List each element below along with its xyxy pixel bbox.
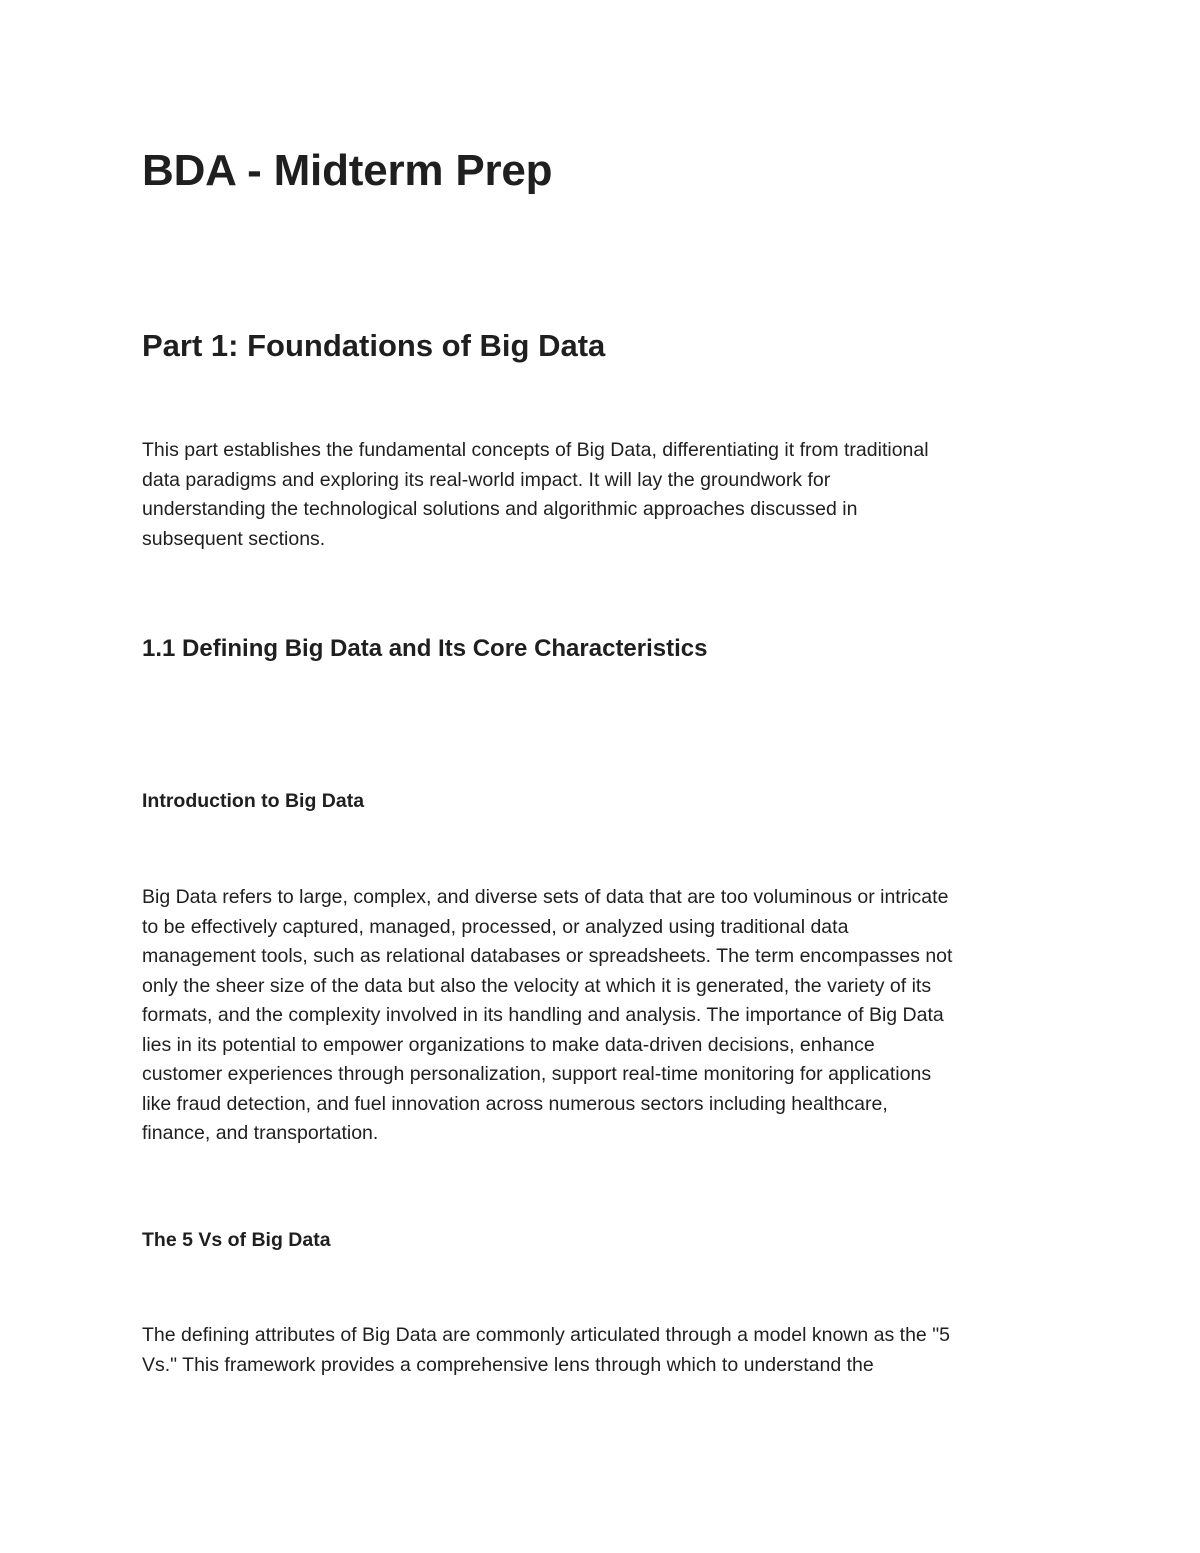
paragraph-line: only the sheer size of the data but also the velocity at which it is generated, the variety of its — [142, 974, 932, 997]
five-vs-paragraph — [142, 1321, 950, 1380]
part-1-heading: Part 1: Foundations of Big Data — [142, 328, 606, 363]
paragraph-line: management tools, such as relational databases or spreadsheets. The term encompasses not — [142, 945, 953, 967]
paragraph-line: understanding the technological solutions and algorithmic approaches discussed in — [142, 498, 858, 520]
paragraph-line: Vs." This framework provides a comprehensive lens through which to understand the — [142, 1353, 874, 1376]
paragraph-line: like fraud detection, and fuel innovation across numerous sectors including healthcare, — [142, 1092, 888, 1115]
paragraph-line: This part establishes the fundamental concepts of Big Data, differentiating it from traditional — [142, 439, 929, 461]
paragraph-line: data paradigms and exploring its real-world impact. It will lay the groundwork for — [142, 468, 831, 491]
paragraph-line: finance, and transportation. — [142, 1122, 379, 1144]
paragraph-line: The defining attributes of Big Data are commonly articulated through a model known as the "5 — [142, 1324, 950, 1346]
paragraph-line: subsequent sections. — [142, 527, 326, 550]
paragraph-line: customer experiences through personalization, support real-time monitoring for applications — [142, 1063, 932, 1085]
paragraph-line: formats, and the complexity involved in its handling and analysis. The importance of Big Data — [142, 1004, 944, 1026]
intro-to-big-data-heading: Introduction to Big Data — [142, 790, 365, 812]
paragraph-line: Big Data refers to large, complex, and diverse sets of data that are too voluminous or intricate — [142, 886, 949, 908]
document-title: BDA - Midterm Prep — [142, 146, 553, 195]
section-1-1-heading: 1.1 Defining Big Data and Its Core Characteristics — [142, 635, 708, 662]
paragraph-line: to be effectively captured, managed, processed, or analyzed using traditional data — [142, 915, 849, 938]
five-vs-heading: The 5 Vs of Big Data — [142, 1229, 331, 1251]
part-1-intro-paragraph — [142, 436, 929, 554]
paragraph-line: lies in its potential to empower organizations to make data-driven decisions, enhance — [142, 1033, 875, 1056]
intro-to-big-data-paragraph — [142, 883, 952, 1149]
